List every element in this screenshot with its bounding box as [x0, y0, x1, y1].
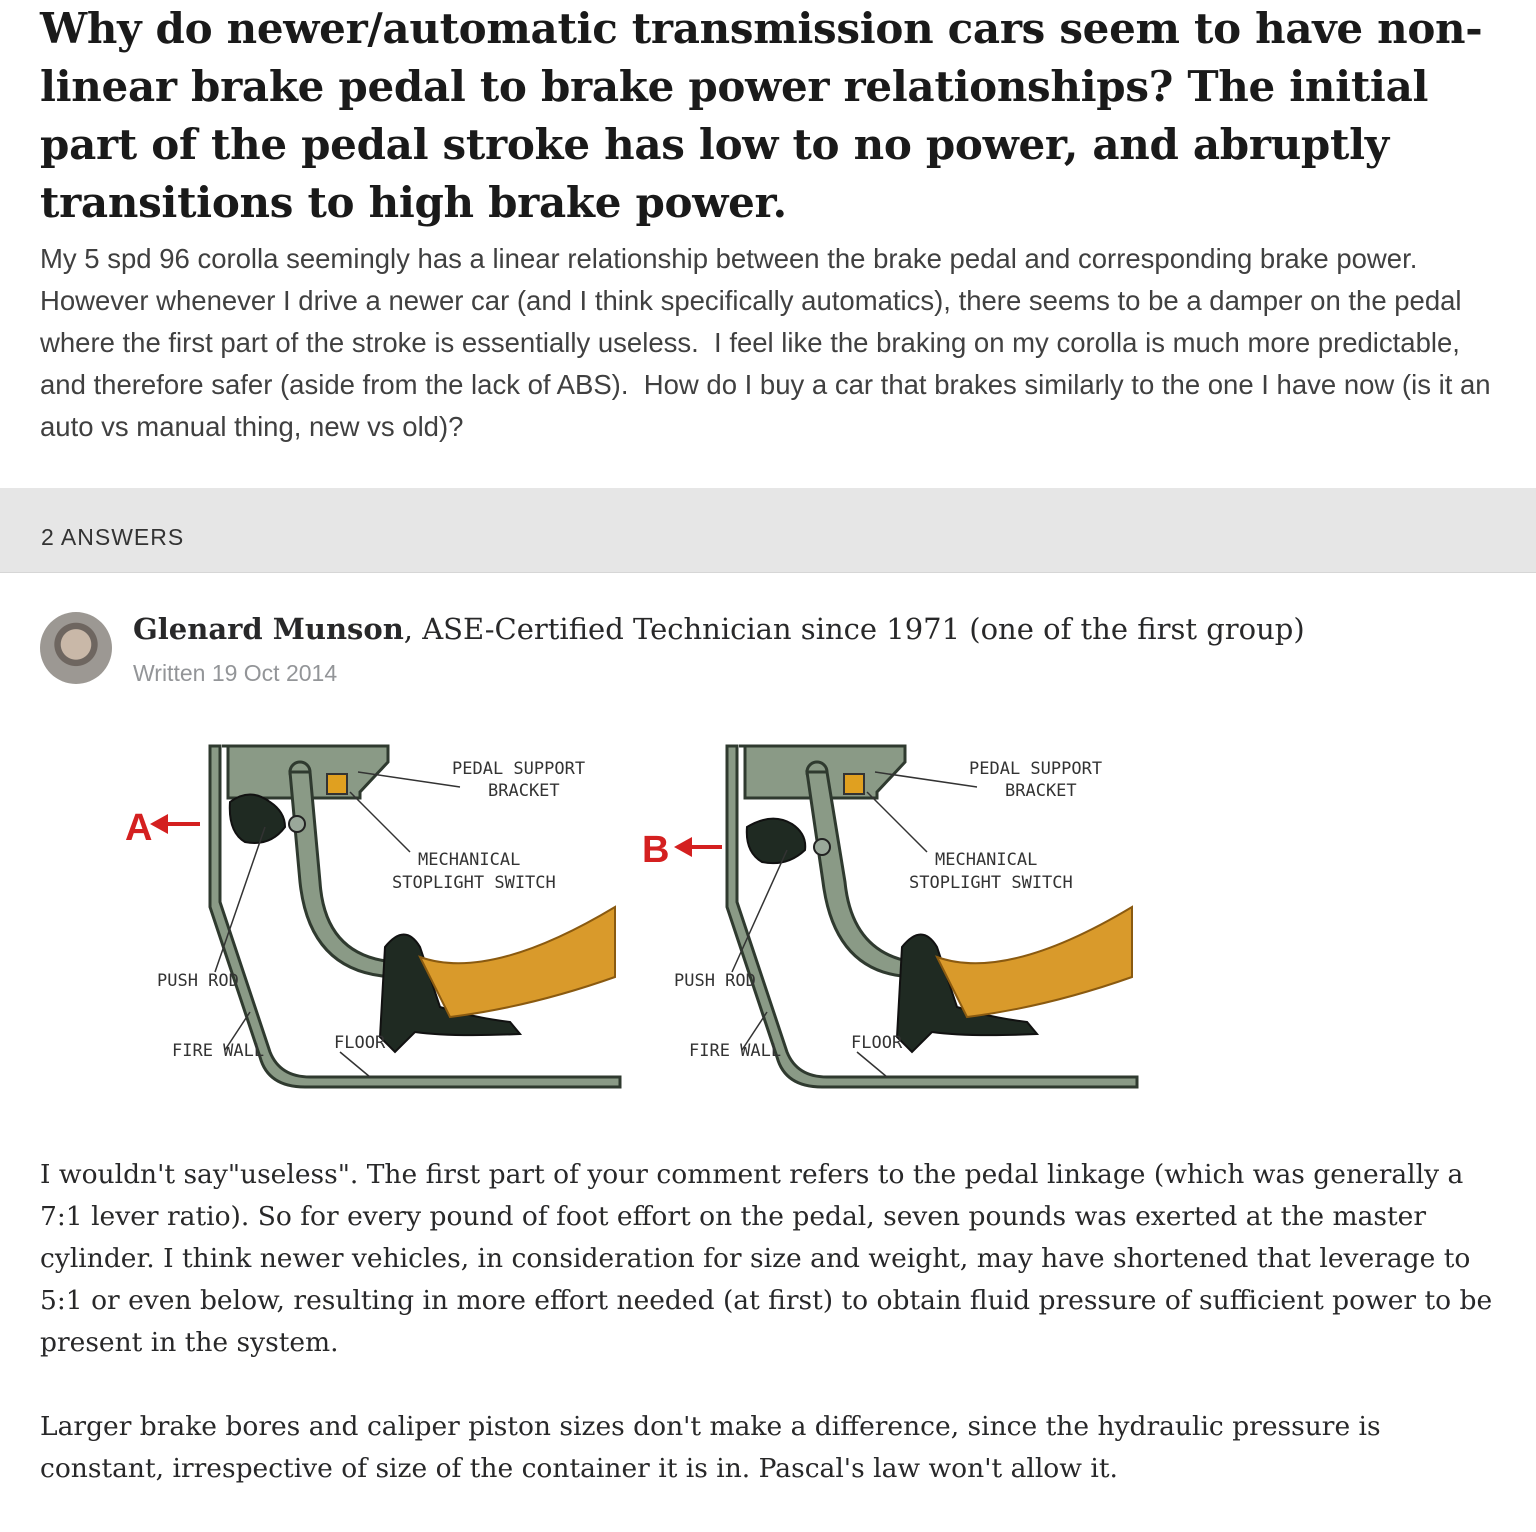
- label-pedal-support-2: BRACKET: [488, 781, 560, 801]
- answer-paragraph: Larger brake bores and caliper piston sizes don't make a difference, since the hydraulic pressure is constant, irrespective of size of the container it is in. Pascal's law won't allow it.: [40, 1411, 1381, 1484]
- label-mechanical: MECHANICAL: [935, 850, 1038, 870]
- answer-date[interactable]: Written 19 Oct 2014: [133, 660, 338, 686]
- label-push-rod: PUSH ROD: [674, 971, 756, 991]
- label-fire-wall: FIRE WALL: [689, 1041, 782, 1061]
- label-mechanical: MECHANICAL: [418, 850, 521, 870]
- answer-body: [40, 1154, 1500, 1532]
- boot: [747, 819, 805, 863]
- label-push-rod: PUSH ROD: [157, 971, 239, 991]
- author-line: [133, 612, 1305, 646]
- answer-paragraph: I wouldn't say"useless". The first part of your comment refers to the pedal linkage (which was generally a 7:1 lever ratio). So for every pound of foot effort on the pedal, seven pounds was exerted at the master cylinder. I think newer vehicles, in consideration for size and weight, may have shortened that leverage to 5:1 or even below, resulting in more effort needed (at first) to obtain fluid pressure of sufficient power to be present in the system.: [40, 1159, 1493, 1358]
- author-name[interactable]: Glenard Munson: [133, 612, 404, 646]
- question-details: My 5 spd 96 corolla seemingly has a linear relationship between the brake pedal and corresponding brake power. However whenever I drive a newer car (and I think specifically automatics), there seems to be a damper on the pedal where the first part of the stroke is essentially useless. I feel like the braking on my corolla is much more predictable, and therefore safer (aside from the lack of ABS). How do I buy a car that brakes similarly to the one I have now (is it an auto vs manual thing, new vs old)?: [40, 243, 1499, 442]
- boot: [230, 795, 285, 844]
- label-letter-a: A: [125, 807, 153, 849]
- label-floor: FLOOR: [851, 1033, 903, 1053]
- diagram-panel-a: [125, 746, 620, 1087]
- author-credential: , ASE-Certified Technician since 1971 (one of the first group): [403, 612, 1305, 646]
- label-stoplight-switch: STOPLIGHT SWITCH: [392, 873, 556, 893]
- brake-pedal-diagram: [110, 732, 1170, 1102]
- label-pedal-support-2: BRACKET: [1005, 781, 1077, 801]
- brake-pedal-arm: [807, 772, 917, 977]
- label-stoplight-switch: STOPLIGHT SWITCH: [909, 873, 1073, 893]
- stoplight-switch: [327, 774, 347, 794]
- label-pedal-support-1: PEDAL SUPPORT: [969, 759, 1103, 779]
- label-pedal-support-1: PEDAL SUPPORT: [452, 759, 586, 779]
- answers-count-label: 2 ANSWERS: [41, 524, 185, 550]
- diagram-panel-b: [642, 746, 1137, 1087]
- label-floor: FLOOR: [334, 1033, 386, 1053]
- brake-pedal-arm: [290, 772, 400, 977]
- foot: [420, 907, 615, 1017]
- stoplight-switch: [844, 774, 864, 794]
- label-fire-wall: FIRE WALL: [172, 1041, 265, 1061]
- answers-count-bar: [0, 488, 1536, 573]
- question-title[interactable]: Why do newer/automatic transmission cars seem to have non-linear brake pedal to brake power relationships? The initial part of the pedal stroke has low to no power, and abruptly transitions to high brake power.: [40, 4, 1483, 227]
- label-letter-b: B: [642, 829, 670, 871]
- avatar[interactable]: [40, 612, 112, 684]
- question-section: [0, 0, 1536, 448]
- foot: [937, 907, 1132, 1017]
